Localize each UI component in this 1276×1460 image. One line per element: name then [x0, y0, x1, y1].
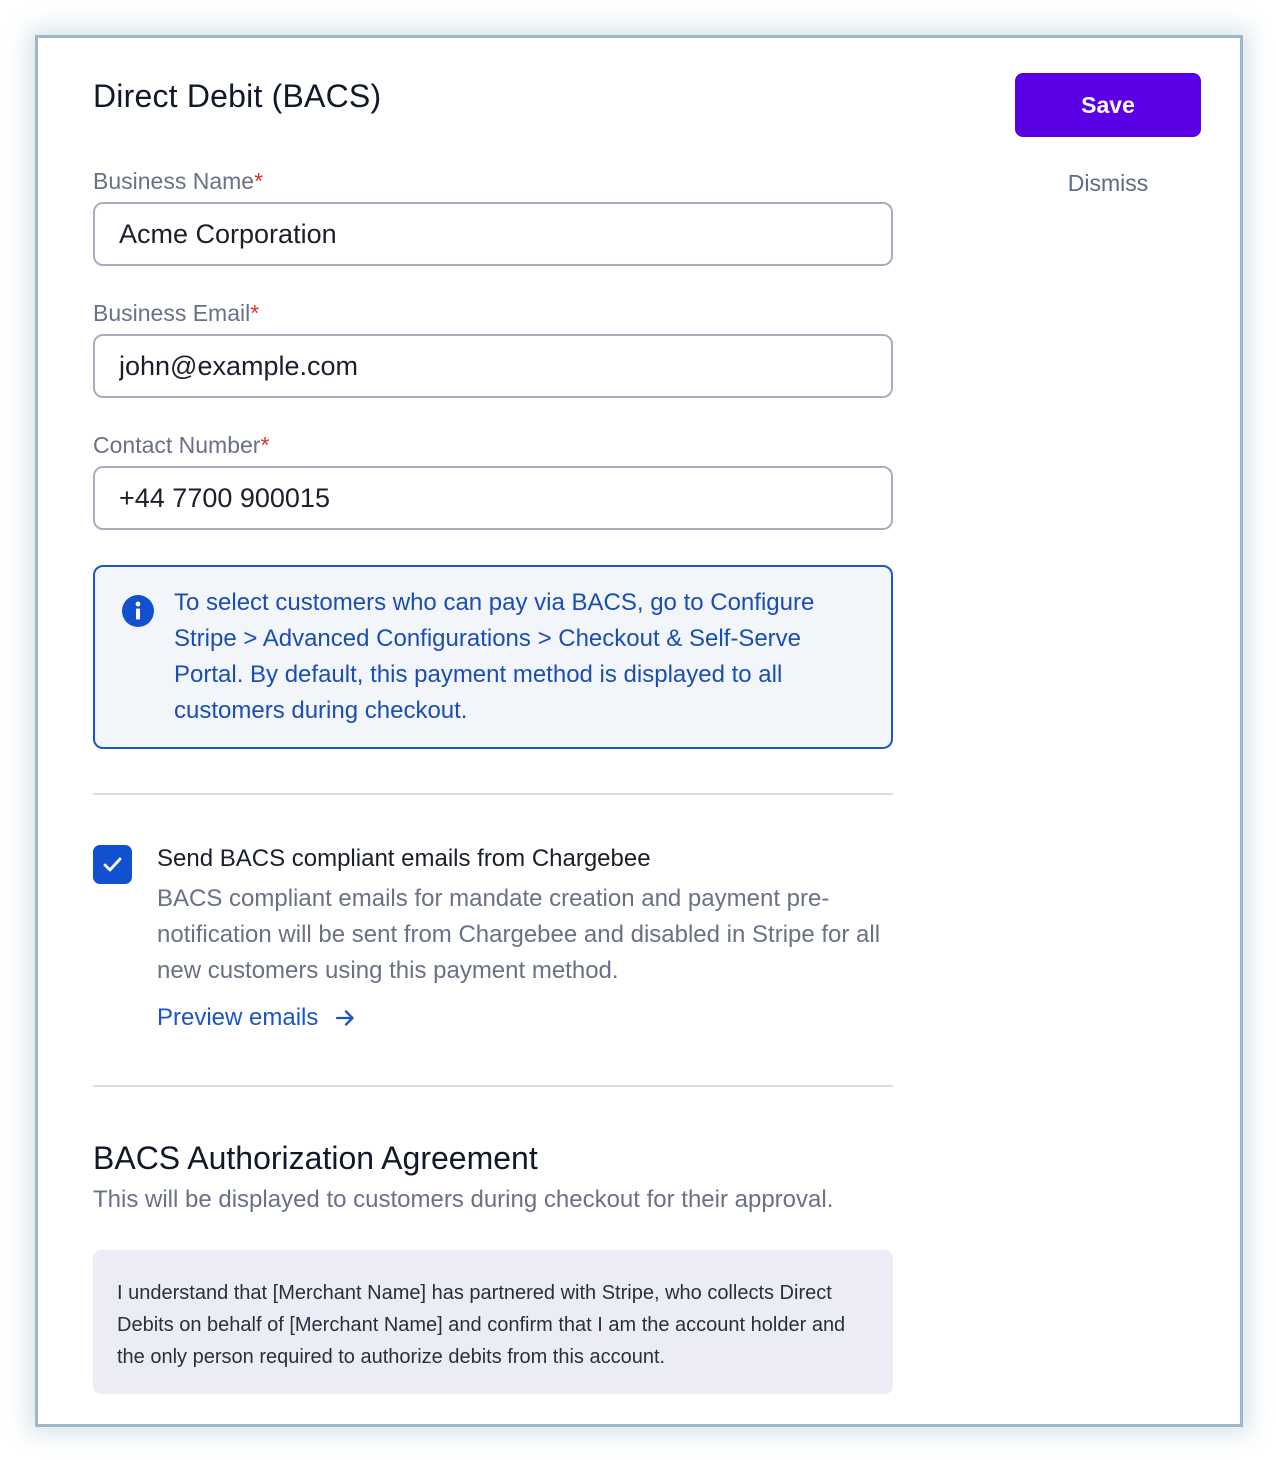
compliance-emails-checkbox[interactable] [93, 845, 132, 884]
divider [93, 1085, 893, 1087]
required-marker: * [260, 432, 270, 458]
compliance-emails-title: Send BACS compliant emails from Chargebee [157, 845, 651, 872]
business-name-label-text: Business Name [93, 168, 255, 194]
info-callout [93, 565, 893, 749]
info-text: To select customers who can pay via BACS, go to Configure Stripe > Advanced Configurations > Checkout & Self-Serve Portal. By default, this payment method is displayed to all customers during checkout. [174, 589, 815, 724]
compliance-emails-description: BACS compliant emails for mandate creation and payment pre-notification will be sent from Chargebee and disabled in Stripe for all new customers using this payment method. [157, 885, 881, 984]
contact-number-label [93, 432, 269, 459]
preview-emails-link[interactable] [157, 1004, 356, 1032]
business-email-label-text: Business Email [93, 300, 251, 326]
info-icon [121, 594, 155, 628]
business-email-input[interactable] [93, 334, 893, 398]
business-email-label [93, 300, 259, 327]
business-name-input[interactable] [93, 202, 893, 266]
bacs-settings-panel [35, 35, 1243, 1427]
save-button[interactable]: Save [1015, 73, 1201, 137]
agreement-subtitle: This will be displayed to customers during checkout for their approval. [93, 1186, 834, 1213]
page-title: Direct Debit (BACS) [93, 78, 382, 114]
dismiss-button[interactable]: Dismiss [1067, 170, 1149, 196]
preview-emails-label: Preview emails [157, 1004, 319, 1031]
required-marker: * [250, 300, 260, 326]
checkmark-icon [93, 845, 132, 884]
agreement-text: I understand that [Merchant Name] has partnered with Stripe, who collects Direct Debits on behalf of [Merchant Name] and confirm that I am the account holder and the only person required to authorize debits from this account. [93, 1250, 893, 1394]
divider [93, 793, 893, 795]
arrow-right-icon [334, 1007, 356, 1029]
required-marker: * [254, 168, 264, 194]
contact-number-label-text: Contact Number [93, 432, 261, 458]
contact-number-input[interactable] [93, 466, 893, 530]
business-name-label [93, 168, 263, 195]
agreement-title: BACS Authorization Agreement [93, 1140, 538, 1176]
